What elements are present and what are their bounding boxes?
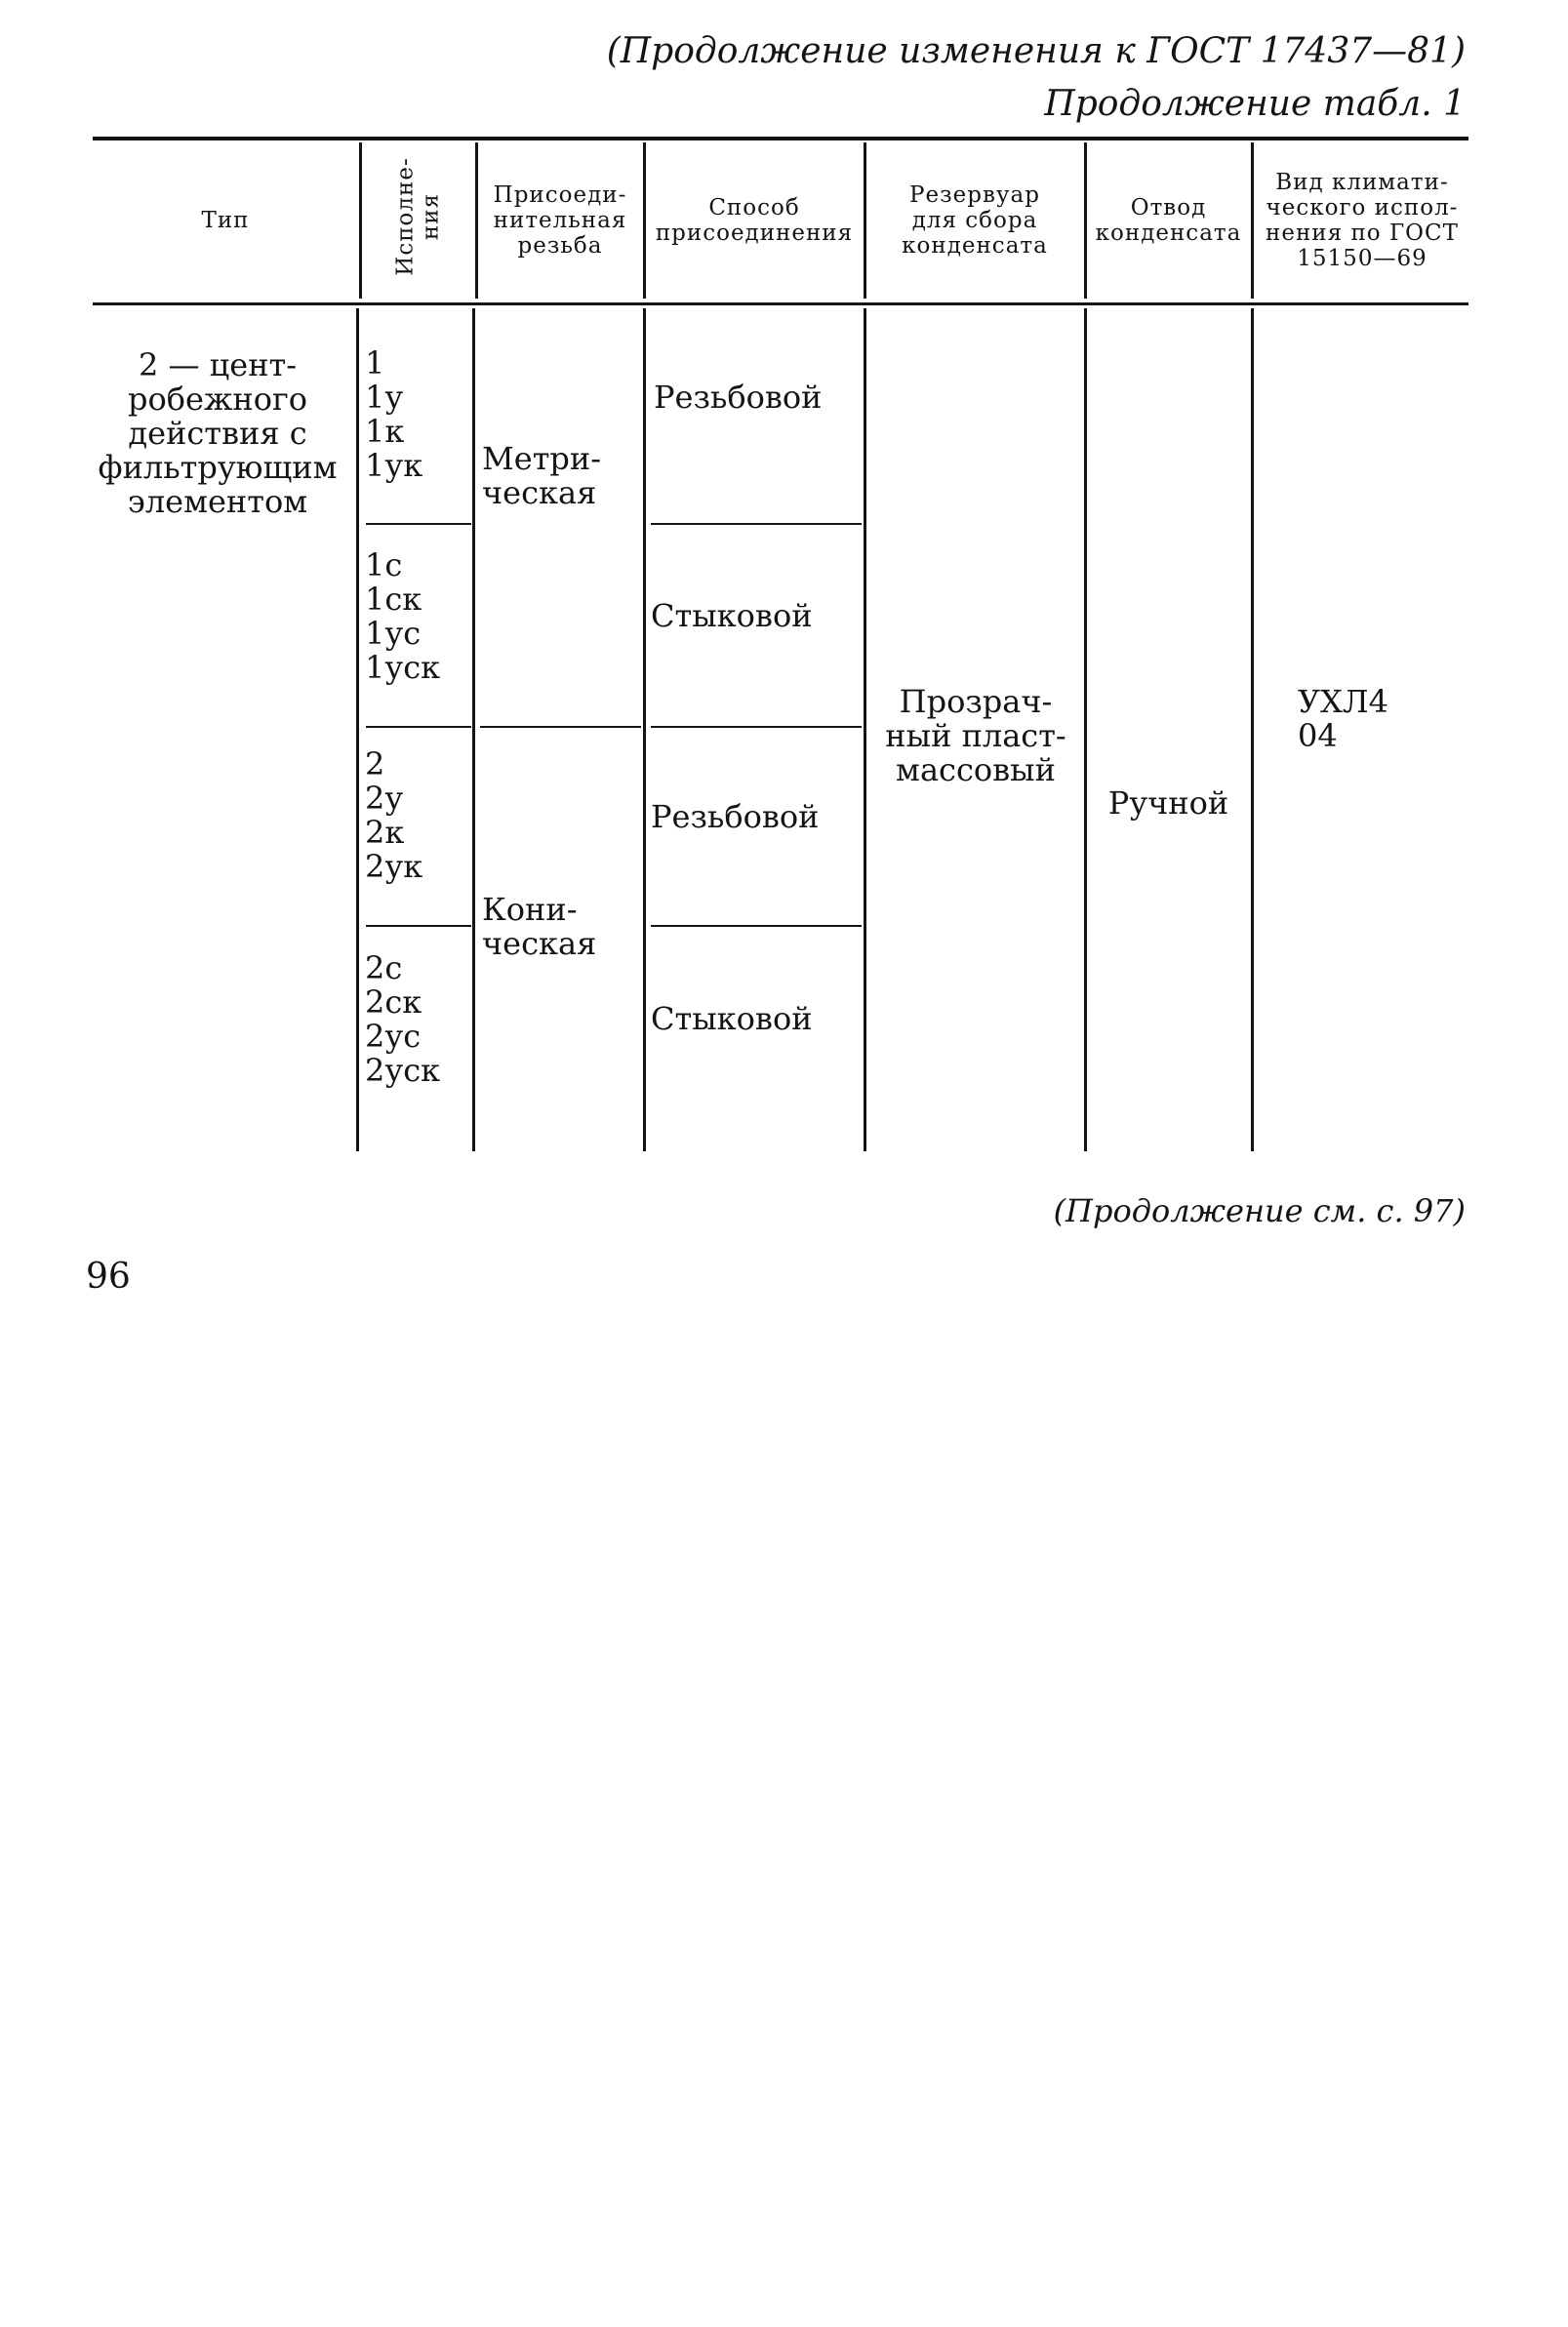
execution-code: 1ус	[365, 615, 422, 652]
header-climate: Вид климати- ческого испол- нения по ГОСТ 15150—69	[1266, 170, 1459, 271]
connection-value: Резьбовой	[651, 798, 820, 835]
header-divider	[359, 142, 362, 299]
execution-code: 1ук	[365, 447, 423, 484]
execution-group	[365, 548, 440, 685]
connection-value: Стыковой	[651, 597, 813, 634]
table-header-rule	[93, 302, 1468, 305]
body-divider	[1251, 308, 1254, 1151]
connection-separator	[651, 523, 862, 525]
execution-code: 2ск	[365, 983, 422, 1021]
execution-code: 1у	[365, 379, 404, 416]
execution-code: 1уск	[365, 649, 441, 686]
execution-code: 1ск	[365, 581, 422, 618]
connection-separator	[651, 726, 862, 728]
execution-code: 1к	[365, 413, 405, 450]
drain-value: Ручной	[1107, 784, 1229, 822]
thread-value: Метри- ческая	[482, 440, 602, 511]
climate-value: УХЛ4 04	[1298, 683, 1388, 754]
thread-separator	[480, 726, 641, 728]
execution-code: 1с	[365, 546, 403, 583]
connection-value: Стыковой	[651, 1000, 813, 1037]
reservoir-value: Прозрач- ный пласт- массовый	[885, 683, 1066, 788]
table-top-rule	[93, 137, 1468, 140]
header-execution: Исполне- ния	[393, 157, 445, 276]
execution-separator	[366, 925, 471, 927]
execution-code: 2к	[365, 814, 405, 851]
header-connection: Способ присоединения	[655, 195, 854, 246]
header-type: Тип	[201, 208, 250, 233]
execution-code: 2у	[365, 780, 404, 817]
execution-separator	[366, 726, 471, 728]
body-divider	[1084, 308, 1087, 1151]
body-divider	[472, 308, 475, 1151]
continuation-note: (Продолжение см. с. 97)	[1053, 1192, 1466, 1229]
execution-code: 1	[365, 344, 385, 381]
page-header-subtitle: Продолжение табл. 1	[1044, 84, 1466, 124]
connection-value: Резьбовой	[654, 379, 823, 416]
body-divider	[356, 308, 359, 1151]
execution-separator	[366, 523, 471, 525]
execution-group	[365, 951, 440, 1088]
execution-group	[365, 346, 422, 483]
execution-code: 2ус	[365, 1018, 422, 1055]
thread-value: Кони- ческая	[482, 891, 597, 962]
body-divider	[864, 308, 866, 1151]
execution-code: 2уск	[365, 1052, 441, 1089]
execution-group	[365, 747, 422, 884]
execution-code: 2	[365, 745, 385, 782]
page-number: 96	[86, 1257, 131, 1297]
header-drain: Отвод конденсата	[1095, 195, 1242, 246]
header-reservoir: Резервуар для сбора конденсата	[902, 182, 1048, 259]
connection-separator	[651, 925, 862, 927]
header-thread: Присоеди- нительная резьба	[493, 182, 627, 259]
body-divider	[643, 308, 646, 1151]
execution-code: 2с	[365, 949, 403, 986]
page-header-title: (Продолжение изменения к ГОСТ 17437—81)	[606, 31, 1466, 71]
execution-code: 2ук	[365, 848, 423, 885]
type-value: 2 — цент- робежного действия с фильтрующим элементом	[98, 346, 338, 520]
